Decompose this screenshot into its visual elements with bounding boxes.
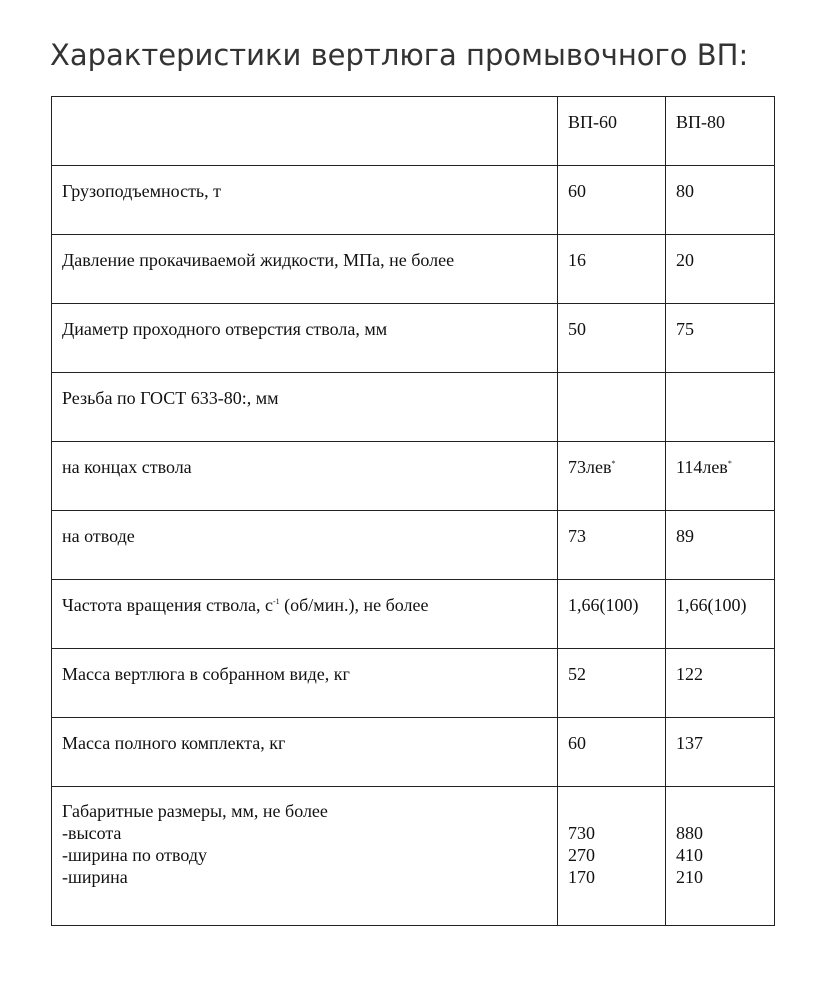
table-row bbox=[52, 511, 775, 580]
value-text: 73лев bbox=[568, 457, 612, 477]
table-row bbox=[52, 649, 775, 718]
dimension-value: 210 bbox=[676, 867, 703, 887]
param-cell: Резьба по ГОСТ 633-80:, мм bbox=[52, 373, 558, 442]
header-vp60-cell: ВП-60 bbox=[558, 97, 666, 166]
dimension-value: 880 bbox=[676, 823, 703, 843]
vp60-value-cell bbox=[558, 373, 666, 442]
param-text: Частота вращения ствола, с bbox=[62, 595, 273, 615]
param-cell: Диаметр проходного отверстия ствола, мм bbox=[52, 304, 558, 373]
vp60-value-cell: 52 bbox=[558, 649, 666, 718]
header-vp80-cell: ВП-80 bbox=[666, 97, 775, 166]
vp80-value-cell: 20 bbox=[666, 235, 775, 304]
vp80-value-cell: 89 bbox=[666, 511, 775, 580]
vp80-value-cell: 137 bbox=[666, 718, 775, 787]
vp60-value-cell: 60 bbox=[558, 718, 666, 787]
vp80-value-cell: 122 bbox=[666, 649, 775, 718]
vp80-value-cell: 75 bbox=[666, 304, 775, 373]
dimension-value: 170 bbox=[568, 867, 595, 887]
vp60-value-cell: 50 bbox=[558, 304, 666, 373]
table-row bbox=[52, 304, 775, 373]
table-row bbox=[52, 718, 775, 787]
vp60-value-cell: 73 bbox=[558, 511, 666, 580]
param-cell: Грузоподъемность, т bbox=[52, 166, 558, 235]
table-row bbox=[52, 442, 775, 511]
vp80-value-cell: 1,66(100) bbox=[666, 580, 775, 649]
vp60-value-cell: 60 bbox=[558, 166, 666, 235]
vp80-dimensions-cell bbox=[666, 787, 775, 926]
param-cell: Давление прокачиваемой жидкости, МПа, не более bbox=[52, 235, 558, 304]
param-text: (об/мин.), не более bbox=[279, 595, 429, 615]
dimension-label: -ширина по отводу bbox=[62, 845, 208, 865]
page-title: Характеристики вертлюга промывочного ВП: bbox=[50, 38, 749, 72]
dimension-label: -ширина bbox=[62, 867, 128, 887]
dimension-value: 270 bbox=[568, 845, 595, 865]
vp80-value-cell bbox=[666, 442, 775, 511]
param-cell: Масса полного комплекта, кг bbox=[52, 718, 558, 787]
vp60-value-cell bbox=[558, 442, 666, 511]
vp80-value-cell bbox=[666, 373, 775, 442]
dimension-value: 730 bbox=[568, 823, 595, 843]
param-cell: на отводе bbox=[52, 511, 558, 580]
header-param-cell bbox=[52, 97, 558, 166]
vp80-value-cell: 80 bbox=[666, 166, 775, 235]
param-cell: Масса вертлюга в собранном виде, кг bbox=[52, 649, 558, 718]
dimensions-heading: Габаритные размеры, мм, не более bbox=[62, 801, 328, 821]
table-row bbox=[52, 235, 775, 304]
footnote-mark: * bbox=[727, 459, 732, 468]
table-row bbox=[52, 166, 775, 235]
value-text: 114лев bbox=[676, 457, 728, 477]
dimension-label: -высота bbox=[62, 823, 122, 843]
dimensions-param-cell bbox=[52, 787, 558, 926]
table-header-row bbox=[52, 97, 775, 166]
table-row bbox=[52, 373, 775, 442]
spacer bbox=[676, 800, 764, 822]
specifications-table bbox=[51, 96, 775, 926]
table-row bbox=[52, 580, 775, 649]
dimensions-row bbox=[52, 787, 775, 926]
param-cell: на концах ствола bbox=[52, 442, 558, 511]
footnote-mark: * bbox=[611, 459, 616, 468]
vp60-value-cell: 16 bbox=[558, 235, 666, 304]
param-cell bbox=[52, 580, 558, 649]
vp60-value-cell: 1,66(100) bbox=[558, 580, 666, 649]
spacer bbox=[568, 800, 655, 822]
exponent-mark: -1 bbox=[272, 597, 280, 606]
dimension-value: 410 bbox=[676, 845, 703, 865]
vp60-dimensions-cell bbox=[558, 787, 666, 926]
